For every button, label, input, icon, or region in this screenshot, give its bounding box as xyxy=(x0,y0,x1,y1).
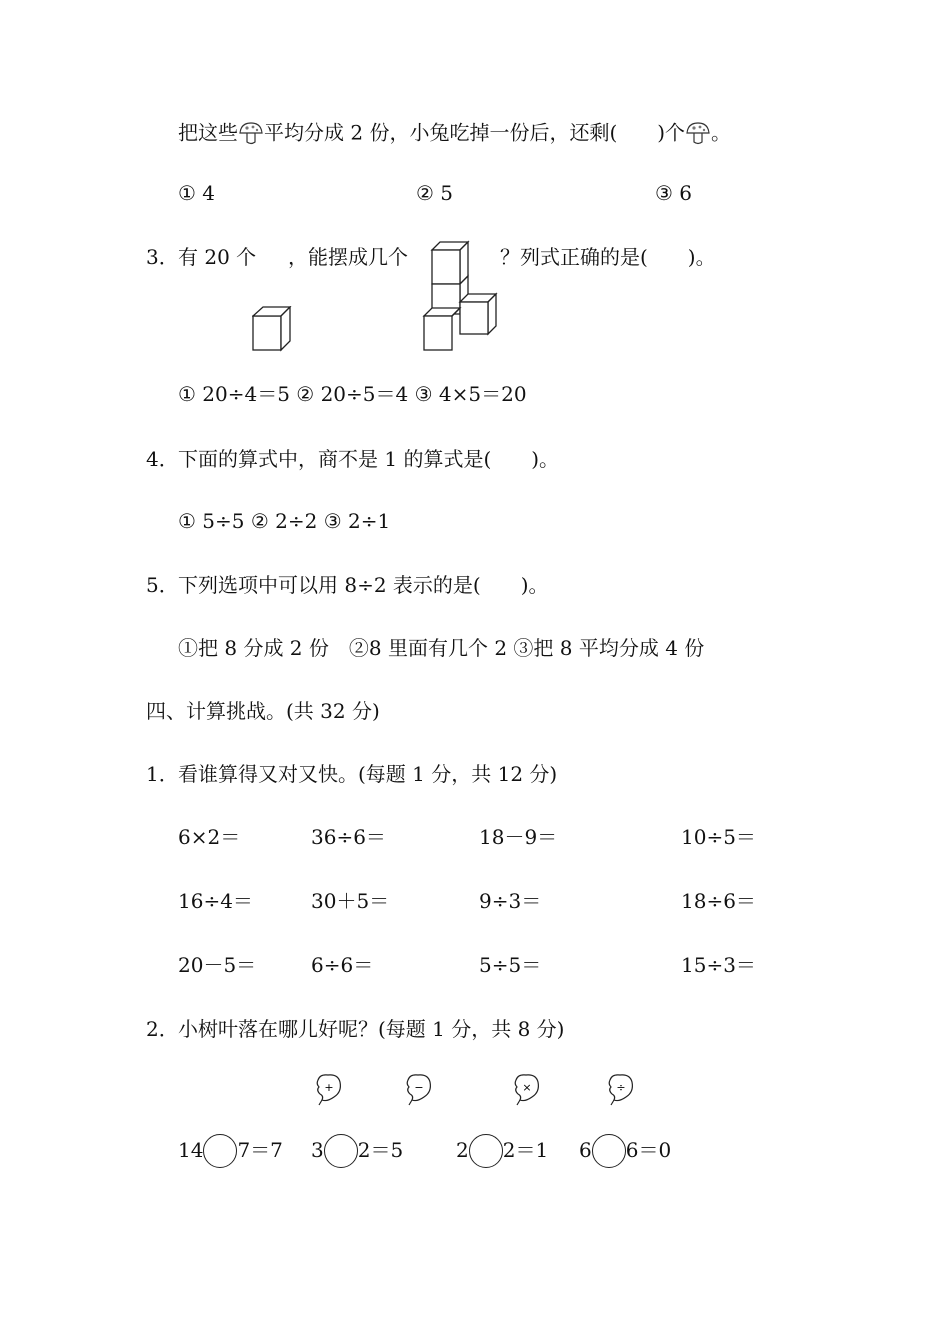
calc1-r1c2: 36÷6＝ xyxy=(311,825,386,849)
calc1-r3c1: 20－5＝ xyxy=(178,953,257,977)
equation-3-left: 2 xyxy=(456,1138,469,1162)
equation-4-left: 6 xyxy=(579,1138,592,1162)
calc1-r1c1: 6×2＝ xyxy=(178,825,241,849)
calc1-r2c1: 16÷4＝ xyxy=(178,889,253,913)
q5-text: 下列选项中可以用 8÷2 表示的是( )。 xyxy=(178,573,549,597)
q2-text-end: 。 xyxy=(711,120,732,145)
equation-2-left: 3 xyxy=(311,1138,324,1162)
calc1-r3c3: 5÷5＝ xyxy=(479,953,542,977)
calc1-r3c4: 15÷3＝ xyxy=(681,953,756,977)
q2-text-line xyxy=(178,120,731,148)
equation-1-left: 14 xyxy=(178,1138,204,1162)
leaf-symbol-divide: ÷ xyxy=(616,1081,626,1094)
q4-options: ① 5÷5 ② 2÷2 ③ 2÷1 xyxy=(178,509,391,533)
cube-shape-icon xyxy=(422,240,500,352)
equation-4-right: 6＝0 xyxy=(625,1138,672,1162)
q3-options: ① 20÷4＝5 ② 20÷5＝4 ③ 4×5＝20 xyxy=(178,382,527,406)
equation-3 xyxy=(456,1138,548,1164)
equation-2 xyxy=(311,1138,403,1164)
calc1-number: 1． xyxy=(146,762,179,786)
q5-options: ①把 8 分成 2 份 ②8 里面有几个 2 ③把 8 平均分成 4 份 xyxy=(178,636,705,660)
equation-3-right: 2＝1 xyxy=(502,1138,549,1162)
leaf-symbol-times: × xyxy=(522,1081,532,1094)
calc1-r2c4: 18÷6＝ xyxy=(681,889,756,913)
q5-number: 5． xyxy=(146,573,179,597)
calc2-number: 2． xyxy=(146,1017,179,1041)
leaf-plus-icon xyxy=(314,1072,344,1106)
leaf-symbol-minus: − xyxy=(414,1081,424,1094)
equation-1-right: 7＝7 xyxy=(237,1138,283,1162)
mushroom-icon xyxy=(238,120,264,148)
q3-text-part1: 有 20 个 xyxy=(178,245,257,269)
leaf-times-icon xyxy=(512,1072,542,1106)
q4-text: 下面的算式中，商不是 1 的算式是( )。 xyxy=(178,447,560,471)
mushroom-icon xyxy=(685,120,711,148)
leaf-minus-icon xyxy=(404,1072,434,1106)
operator-blank-circle[interactable] xyxy=(592,1134,626,1168)
calc2-text: 小树叶落在哪儿好呢？(每题 1 分，共 8 分) xyxy=(178,1017,565,1041)
equation-4 xyxy=(579,1138,671,1164)
q3-text-part2: ，能摆成几个 xyxy=(288,245,408,269)
operator-blank-circle[interactable] xyxy=(469,1134,503,1168)
q3-text-part3: ？列式正确的是( )。 xyxy=(500,245,716,269)
calc1-text: 看谁算得又对又快。(每题 1 分，共 12 分) xyxy=(178,762,558,786)
q2-option-3: ③ 6 xyxy=(655,181,693,205)
calc1-r1c4: 10÷5＝ xyxy=(681,825,756,849)
q4-number: 4． xyxy=(146,447,179,471)
cube-icon xyxy=(252,306,292,352)
operator-blank-circle[interactable] xyxy=(203,1134,237,1168)
q2-option-2: ② 5 xyxy=(416,181,454,205)
calc1-r3c2: 6÷6＝ xyxy=(311,953,374,977)
section-4-title: 四、计算挑战。(共 32 分) xyxy=(146,699,380,723)
leaf-symbol-plus: + xyxy=(324,1081,334,1094)
q2-text-before: 把这些 xyxy=(178,120,238,145)
leaf-divide-icon xyxy=(606,1072,636,1106)
q2-text-middle: 平均分成 2 份，小兔吃掉一份后，还剩( )个 xyxy=(264,120,686,145)
q3-number: 3． xyxy=(146,245,179,269)
calc1-r1c3: 18－9＝ xyxy=(479,825,558,849)
equation-2-right: 2＝5 xyxy=(357,1138,404,1162)
equation-1 xyxy=(178,1138,283,1164)
calc1-r2c2: 30＋5＝ xyxy=(311,889,390,913)
operator-blank-circle[interactable] xyxy=(324,1134,358,1168)
calc1-r2c3: 9÷3＝ xyxy=(479,889,542,913)
q2-option-1: ① 4 xyxy=(178,181,216,205)
